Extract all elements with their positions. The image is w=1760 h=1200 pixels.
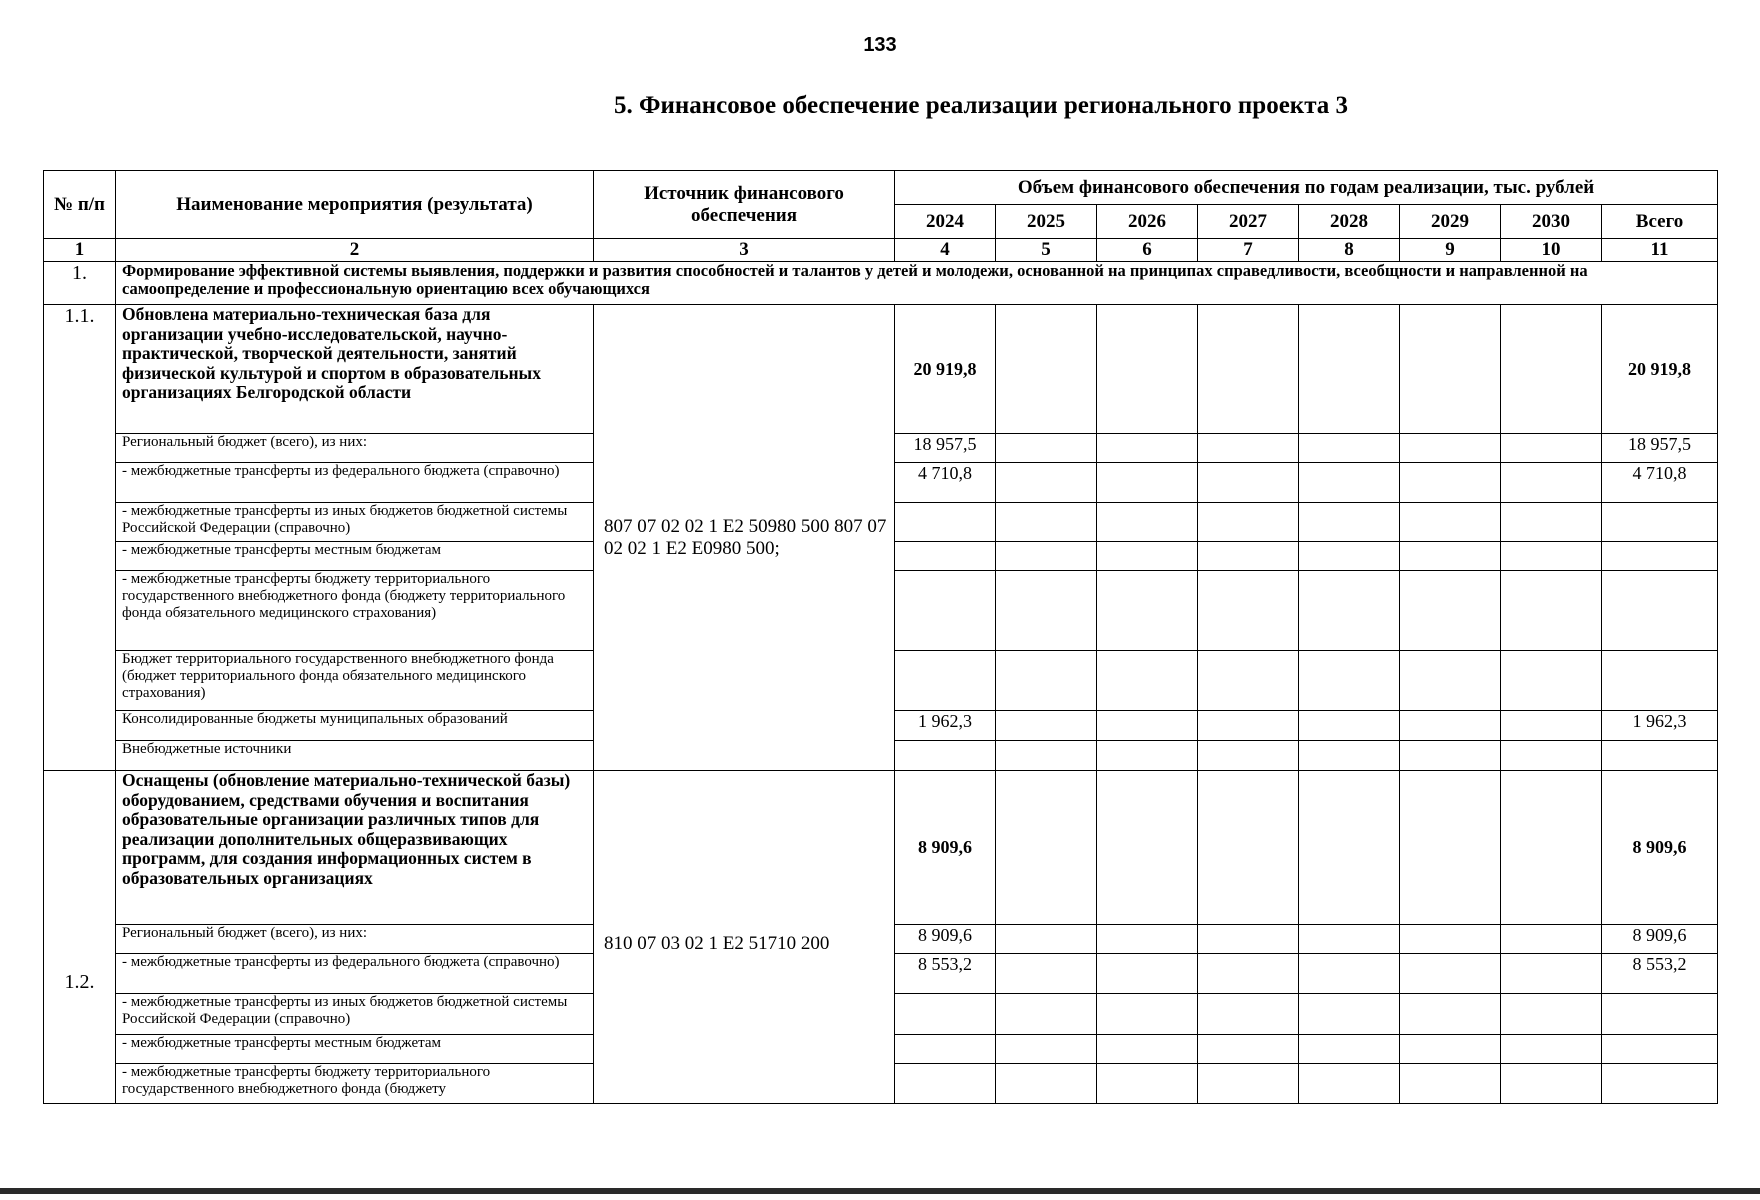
financing-table (43, 170, 1718, 1104)
row-label: - межбюджетные трансферты из федерального бюджета (справочно) (116, 463, 594, 503)
column-number: 4 (895, 239, 996, 262)
value-total (1602, 1035, 1718, 1064)
item-number: 1.1. (44, 305, 116, 771)
row-label: - межбюджетные трансферты из иных бюджетов бюджетной системы Российской Федерации (справочно) (116, 994, 594, 1035)
value-total (1602, 503, 1718, 542)
section-number: 1. (44, 262, 116, 305)
column-number: 5 (996, 239, 1097, 262)
value-total: 4 710,8 (1602, 463, 1718, 503)
value-2024 (895, 651, 996, 711)
column-number: 8 (1299, 239, 1400, 262)
column-number: 6 (1097, 239, 1198, 262)
row-label: - межбюджетные трансферты из иных бюджетов бюджетной системы Российской Федерации (справочно) (116, 503, 594, 542)
page-bottom-rule (0, 1188, 1760, 1194)
value-2024 (895, 994, 996, 1035)
value-2024 (895, 741, 996, 771)
header-number: № п/п (44, 171, 116, 239)
column-number: 7 (1198, 239, 1299, 262)
section-title: 5. Финансовое обеспечение реализации регионального проекта 3 (614, 92, 1349, 119)
header-year: 2029 (1400, 205, 1501, 239)
value-2024: 18 957,5 (895, 434, 996, 463)
value-total: 18 957,5 (1602, 434, 1718, 463)
column-number: 2 (116, 239, 594, 262)
header-source: Источник финансового обеспечения (594, 171, 895, 239)
row-label: - межбюджетные трансферты бюджету территориального государственного внебюджетного фонда (бюджету (116, 1064, 594, 1104)
row-label: - межбюджетные трансферты местным бюджетам (116, 1035, 594, 1064)
row-label: - межбюджетные трансферты из федерального бюджета (справочно) (116, 954, 594, 994)
value-2024 (895, 503, 996, 542)
value-total: 1 962,3 (1602, 711, 1718, 741)
value-total (1602, 651, 1718, 711)
value-2024: 8 553,2 (895, 954, 996, 994)
header-total: Всего (1602, 205, 1718, 239)
header-year: 2026 (1097, 205, 1198, 239)
header-name: Наименование мероприятия (результата) (116, 171, 594, 239)
row-label: - межбюджетные трансферты местным бюджетам (116, 542, 594, 571)
column-number: 1 (44, 239, 116, 262)
value-total (1602, 741, 1718, 771)
header-year: 2028 (1299, 205, 1400, 239)
header-year: 2027 (1198, 205, 1299, 239)
header-year: 2030 (1501, 205, 1602, 239)
value-2024: 4 710,8 (895, 463, 996, 503)
value-total: 8 909,6 (1602, 771, 1718, 925)
column-number: 11 (1602, 239, 1718, 262)
value-total: 20 919,8 (1602, 305, 1718, 434)
row-label: Внебюджетные источники (116, 741, 594, 771)
item-number: 1.2. (44, 771, 116, 1104)
row-label: Региональный бюджет (всего), из них: (116, 925, 594, 954)
row-label: Консолидированные бюджеты муниципальных образований (116, 711, 594, 741)
header-year: 2024 (895, 205, 996, 239)
value-total (1602, 994, 1718, 1035)
value-total (1602, 1064, 1718, 1104)
value-2024 (895, 571, 996, 651)
section-description: Формирование эффективной системы выявления, поддержки и развития способностей и талантов у детей и молодежи, основанной на принципах справедливости, всеобщности и направленной на самоопределение и профессиональную ориентацию всех обучающихся (116, 262, 1718, 305)
value-2024 (895, 1035, 996, 1064)
row-label: Региональный бюджет (всего), из них: (116, 434, 594, 463)
value-2024: 8 909,6 (895, 925, 996, 954)
value-2024: 1 962,3 (895, 711, 996, 741)
value-total: 8 909,6 (1602, 925, 1718, 954)
value-total (1602, 542, 1718, 571)
value-2024: 20 919,8 (895, 305, 996, 434)
item-title: Обновлена материально-техническая база для организации учебно-исследовательской, научно-практической, творческой деятельности, занятий физической культурой и спортом в образовательных организациях Белгородской области (116, 305, 594, 434)
value-2024 (895, 1064, 996, 1104)
value-2024: 8 909,6 (895, 771, 996, 925)
column-number: 9 (1400, 239, 1501, 262)
header-year: 2025 (996, 205, 1097, 239)
row-label: - межбюджетные трансферты бюджету территориального государственного внебюджетного фонда (бюджету территориального фонда обязательного медицинского страхования) (116, 571, 594, 651)
funding-source: 807 07 02 02 1 Е2 50980 500 807 07 02 02 1 Е2 Е0980 500; (594, 305, 895, 771)
funding-source: 810 07 03 02 1 Е2 51710 200 (594, 771, 895, 1104)
page-number: 133 (863, 34, 897, 56)
column-number: 3 (594, 239, 895, 262)
item-title: Оснащены (обновление материально-технической базы) оборудованием, средствами обучения и воспитания образовательные организации различных типов для реализации дополнительных общеразвивающих программ, для создания информационных систем в образовательных организациях (116, 771, 594, 925)
value-total: 8 553,2 (1602, 954, 1718, 994)
value-total (1602, 571, 1718, 651)
column-number: 10 (1501, 239, 1602, 262)
row-label: Бюджет территориального государственного внебюджетного фонда (бюджет территориального фонда обязательного медицинского страхования) (116, 651, 594, 711)
header-volume: Объем финансового обеспечения по годам реализации, тыс. рублей (895, 171, 1718, 205)
value-2024 (895, 542, 996, 571)
